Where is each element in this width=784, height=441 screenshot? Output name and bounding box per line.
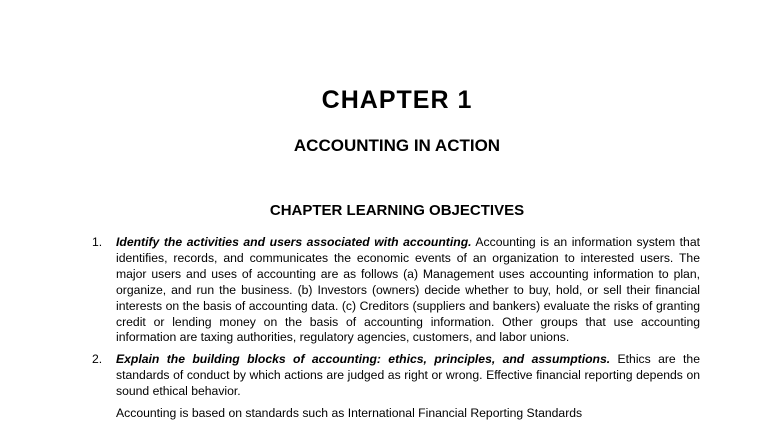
objective-number: 2. [92,352,103,367]
objective-lead: Explain the building blocks of accounting: ethics, principles, and assumptions. [116,352,611,367]
objective-item-2 [92,352,700,422]
objectives-list [92,235,700,428]
objective-text [116,352,700,400]
chapter-subtitle: ACCOUNTING IN ACTION [293,136,501,155]
chapter-title: CHAPTER 1 [321,86,473,114]
objective-body: Ethics are the standards of conduct by which actions are judged as right or wrong. Effective financial reporting depends on sound ethical behavior. [116,352,700,399]
section-heading: CHAPTER LEARNING OBJECTIVES [269,202,525,219]
objective-number: 1. [92,235,103,249]
objective-continuation: Accounting is based on standards such as International Financial Reporting Standards [116,406,583,421]
objective-item-1 [92,235,700,346]
objective-body: Accounting is an information system that identifies, records, and communicates the economic events of an organization to interested users. The major users and uses of accounting are as follows (a) Management uses accounting information to plan, organize, and run the business. (b) Investors (owners) decide whether to buy, hold, or sell their financial interests on the basis of accounting data. (c) Creditors (suppliers and bankers) evaluate the risks of granting credit or lending money on the basis of accounting information. Other groups that use accounting information are taxing authorities, regulatory agencies, customers, and labor unions. [116,235,700,345]
objective-lead: Identify the activities and users associated with accounting. [116,235,472,249]
objective-text [116,235,700,346]
